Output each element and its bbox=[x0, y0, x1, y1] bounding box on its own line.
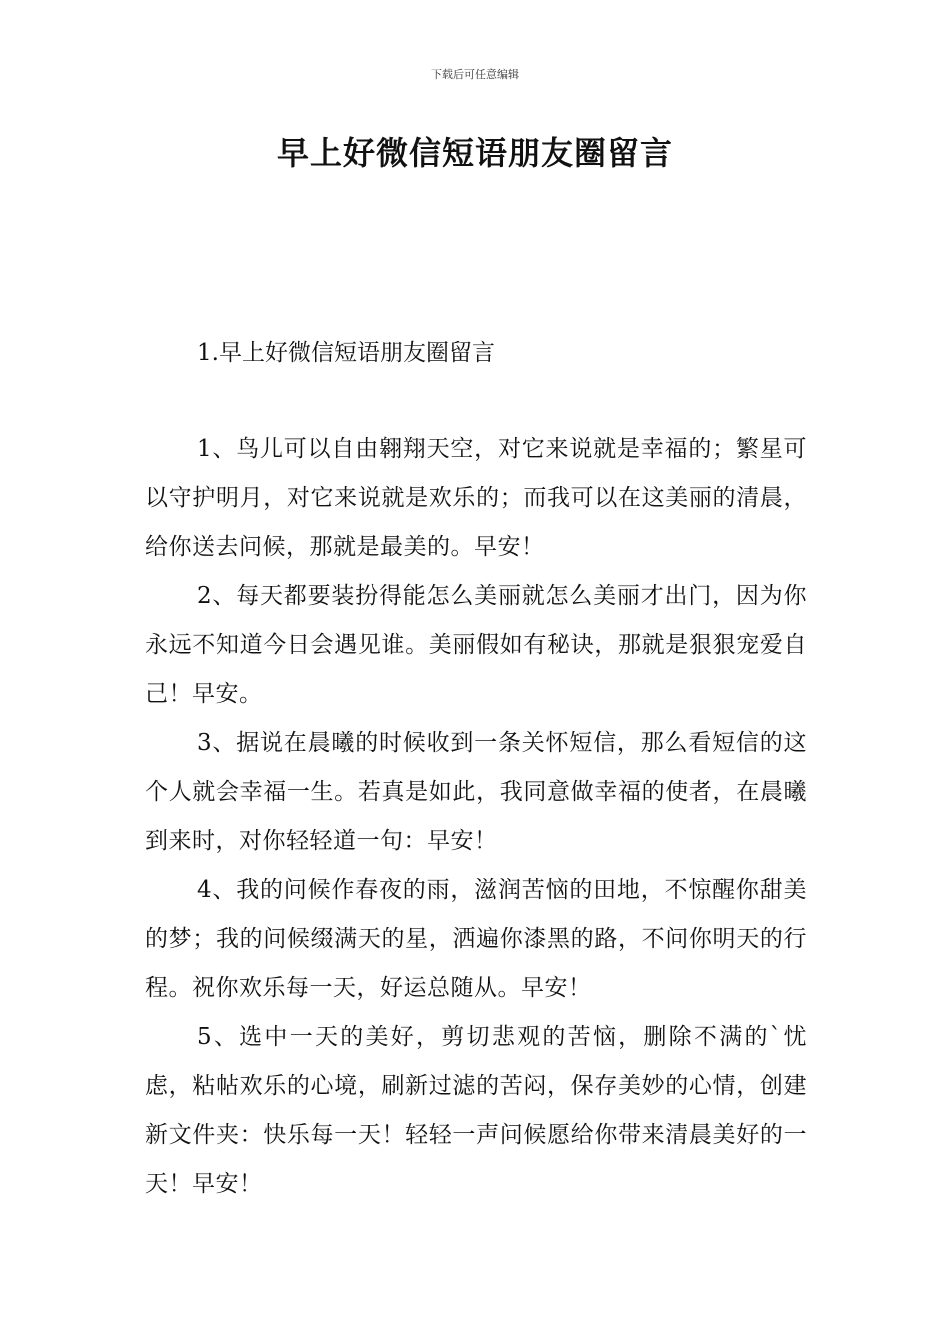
paragraph-2: 2、每天都要装扮得能怎么美丽就怎么美丽才出门，因为你永远不知道今日会遇见谁。美丽假如有秘诀，那就是狠狠宠爱自己！早安。 bbox=[145, 583, 807, 707]
section-heading: 1.早上好微信短语朋友圈留言 bbox=[197, 340, 495, 366]
paragraph-5: 5、选中一天的美好，剪切悲观的苦恼，删除不满的`忧虑，粘帖欢乐的心境，刷新过滤的苦闷，保存美妙的心情，创建新文件夹：快乐每一天！轻轻一声问候愿给你带来清晨美好的一天！早安！ bbox=[145, 1024, 807, 1197]
body-text bbox=[145, 425, 807, 1209]
paragraph-1: 1、鸟儿可以自由翱翔天空，对它来说就是幸福的；繁星可以守护明月，对它来说就是欢乐的；而我可以在这美丽的清晨，给你送去问候，那就是最美的。早安！ bbox=[145, 436, 807, 560]
document-title: 早上好微信短语朋友圈留言 bbox=[276, 134, 673, 172]
paragraph-3: 3、据说在晨曦的时候收到一条关怀短信，那么看短信的这个人就会幸福一生。若真是如此，我同意做幸福的使者，在晨曦到来时，对你轻轻道一句：早安！ bbox=[145, 730, 807, 854]
paragraph-4: 4、我的问候作春夜的雨，滋润苦恼的田地，不惊醒你甜美的梦；我的问候缀满天的星，洒遍你漆黑的路，不问你明天的行程。祝你欢乐每一天，好运总随从。早安！ bbox=[145, 877, 807, 1001]
header-note: 下载后可任意编辑 bbox=[431, 68, 519, 81]
